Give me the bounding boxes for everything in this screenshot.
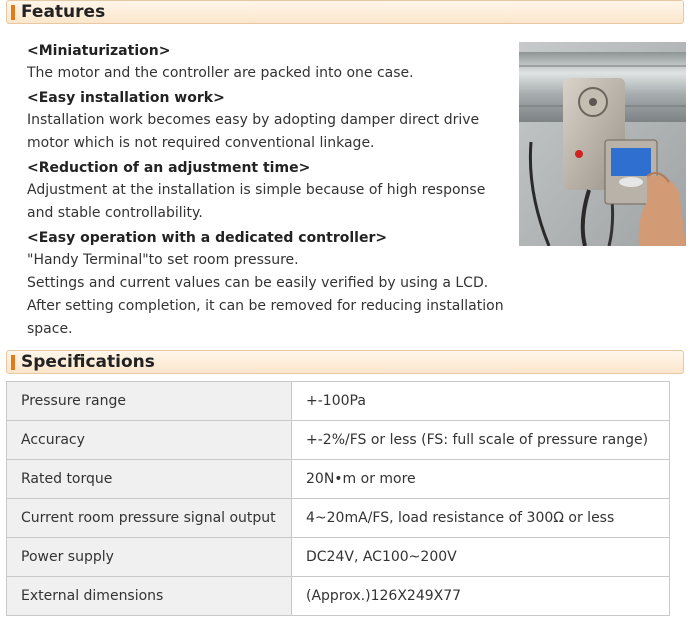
spec-label: Power supply [7,538,292,577]
table-row [7,382,670,421]
feature-item [27,87,507,155]
spec-label: Pressure range [7,382,292,421]
feature-item [27,157,507,225]
feature-heading: <Reduction of an adjustment time> [27,160,311,176]
feature-item [27,227,507,341]
feature-text-line: Installation work becomes easy by adopting damper direct drive [27,112,480,128]
feature-heading: <Easy installation work> [27,90,225,106]
table-row [7,538,670,577]
table-row [7,421,670,460]
feature-text-line: and stable controllability. [27,205,203,221]
spec-value: DC24V, AC100~200V [292,538,670,577]
specifications-title: Specifications [21,352,155,372]
specifications-section-header [6,350,684,374]
spec-value: +-2%/FS or less (FS: full scale of pressure range) [292,421,670,460]
table-row [7,499,670,538]
section-accent-marker [11,5,15,20]
feature-text-line: Settings and current values can be easily verified by using a LCD. [27,275,489,291]
spec-label: External dimensions [7,577,292,616]
feature-text-line: After setting completion, it can be removed for reducing installation space. [27,298,504,337]
spec-label: Rated torque [7,460,292,499]
section-accent-marker [11,355,15,370]
feature-text-line: "Handy Terminal"to set room pressure. [27,252,299,268]
feature-heading: <Easy operation with a dedicated controller> [27,230,388,246]
features-title: Features [21,2,106,22]
spec-value: 4~20mA/FS, load resistance of 300Ω or less [292,499,670,538]
feature-text-line: Adjustment at the installation is simple because of high response [27,182,486,198]
features-section-header [6,0,684,24]
table-row [7,460,670,499]
product-photo [519,42,686,246]
feature-heading: <Miniaturization> [27,43,171,59]
specifications-table [6,381,670,616]
spec-value: +-100Pa [292,382,670,421]
feature-text-line: The motor and the controller are packed into one case. [27,65,414,81]
damper-motor-photo-illustration [519,42,686,246]
spec-value: (Approx.)126X249X77 [292,577,670,616]
spec-value: 20N•m or more [292,460,670,499]
feature-item [27,40,507,85]
spec-label: Accuracy [7,421,292,460]
spec-label: Current room pressure signal output [7,499,292,538]
features-list [27,40,507,343]
feature-text-line: motor which is not required conventional linkage. [27,135,375,151]
table-row [7,577,670,616]
